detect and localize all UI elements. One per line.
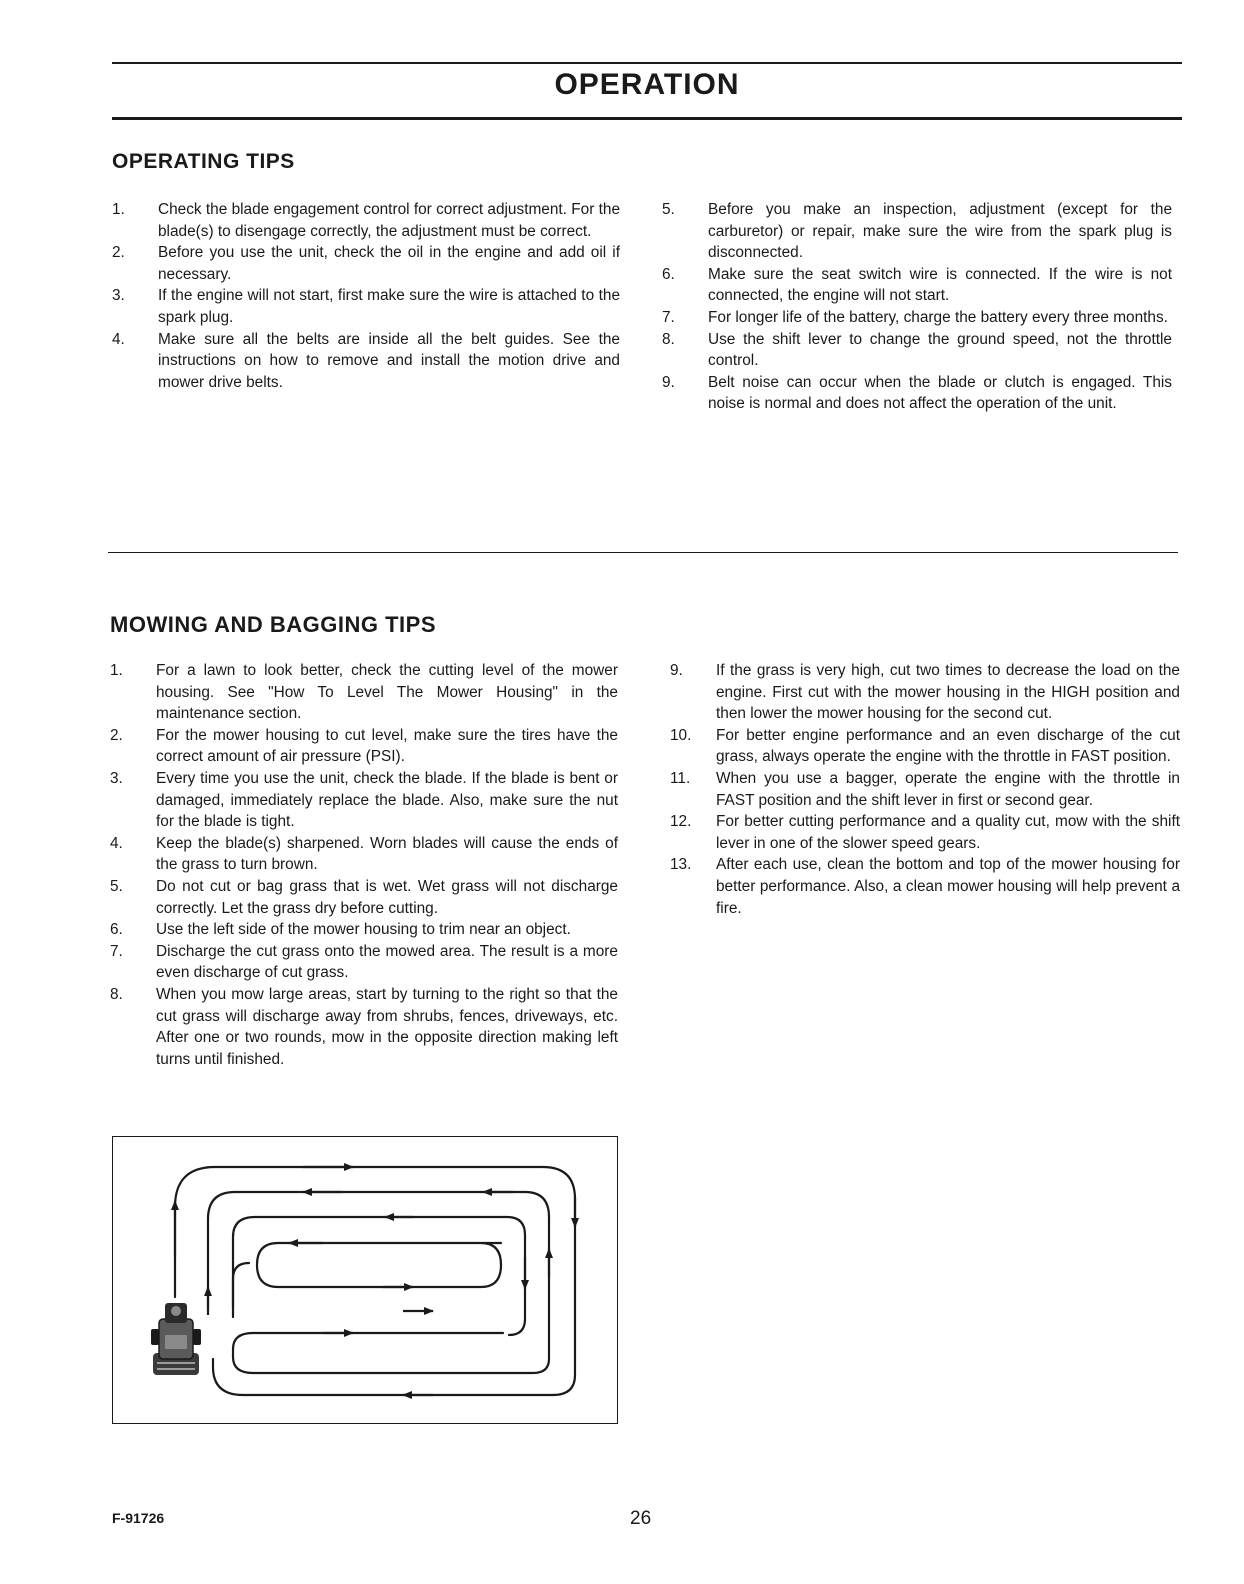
page-number: 26 — [630, 1508, 652, 1529]
header-rule-bottom — [112, 117, 1182, 120]
riding-mower-icon — [151, 1303, 201, 1375]
list-item: 8. When you mow large areas, start by turning to the right so that the cut grass will discharge away from shrubs, fences, driveways, etc. After one or two rounds, mow in the opposite direction making left turns until finished. — [110, 985, 618, 1068]
list-item: 3. If the engine will not start, first make sure the wire is attached to the spark plug. — [112, 287, 620, 326]
operating-tips-right-list — [662, 199, 1172, 415]
list-item: 7. Discharge the cut grass onto the mowed area. The result is a more even discharge of cut grass. — [110, 942, 618, 982]
list-item: 6. Use the left side of the mower housing to trim near an object. — [110, 921, 571, 939]
list-item: 13. After each use, clean the bottom and top of the mower housing for better performance. Also, a clean mower housing will help prevent a fire. — [670, 856, 1180, 917]
list-item: 8. Use the shift lever to change the ground speed, not the throttle control. — [662, 330, 1172, 370]
list-item: 5. Do not cut or bag grass that is wet. Wet grass will not discharge correctly. Let the grass dry before cutting. — [110, 877, 618, 917]
mowing-pattern-diagram — [113, 1137, 619, 1425]
mowing-path-outer — [175, 1167, 575, 1395]
list-item: 3. Every time you use the unit, check the blade. If the blade is bent or damaged, immediately replace the blade. Also, make sure the nut for the blade is tight. — [110, 769, 618, 831]
list-item: 7. For longer life of the battery, charge the battery every three months. — [662, 308, 1168, 326]
list-item: 12. For better cutting performance and a quality cut, mow with the shift lever in one of the slower speed gears. — [670, 813, 1180, 852]
mowing-path-inner — [257, 1243, 501, 1287]
list-item: 2. Before you use the unit, check the oil in the engine and add oil if necessary. — [112, 244, 620, 283]
list-item: 9. If the grass is very high, cut two times to decrease the load on the engine. First cut with the mower housing in the HIGH position and then lower the mower housing for the second cut. — [670, 662, 1180, 723]
mowing-path-second — [208, 1192, 549, 1373]
list-item: 10. For better engine performance and an even discharge of the cut grass, always operate the engine with the throttle in FAST position. — [670, 726, 1180, 766]
list-item: 9. Belt noise can occur when the blade or clutch is engaged. This noise is normal and does not affect the operation of the unit. — [662, 373, 1172, 413]
mowing-tips-left-list — [110, 660, 618, 1070]
section-divider — [108, 552, 1178, 553]
list-item: 5. Before you make an inspection, adjustment (except for the carburetor) or repair, make sure the wire from the spark plug is disconnected. — [662, 201, 1172, 262]
direction-arrows — [175, 1167, 575, 1395]
mowing-pattern-figure — [112, 1136, 618, 1424]
mowing-tips-heading: MOWING AND BAGGING TIPS — [110, 612, 437, 637]
list-item: 1. For a lawn to look better, check the cutting level of the mower housing. See "How To Level The Mower Housing" in the maintenance section. — [110, 662, 618, 723]
list-item: 6. Make sure the seat switch wire is connected. If the wire is not connected, the engine will not start. — [662, 265, 1172, 305]
operating-tips-left-list — [112, 199, 620, 393]
list-item: 1. Check the blade engagement control for correct adjustment. For the blade(s) to disengage correctly, the adjustment must be correct. — [112, 201, 620, 240]
list-item: 2. For the mower housing to cut level, make sure the tires have the correct amount of air pressure (PSI). — [110, 726, 618, 766]
mowing-tips-right-list — [670, 660, 1180, 919]
mowing-path-third — [233, 1217, 525, 1335]
list-item: 4. Keep the blade(s) sharpened. Worn blades will cause the ends of the grass to turn brown. — [110, 834, 618, 874]
list-item: 11. When you use a bagger, operate the engine with the throttle in FAST position and the shift lever in first or second gear. — [670, 769, 1180, 809]
page-title: OPERATION — [554, 68, 740, 101]
operating-tips-heading: OPERATING TIPS — [112, 150, 295, 173]
document-code: F-91726 — [112, 1510, 165, 1526]
header-rule-top — [112, 62, 1182, 64]
list-item: 4. Make sure all the belts are inside all the belt guides. See the instructions on how to remove and install the motion drive and mower drive belts. — [112, 330, 620, 391]
